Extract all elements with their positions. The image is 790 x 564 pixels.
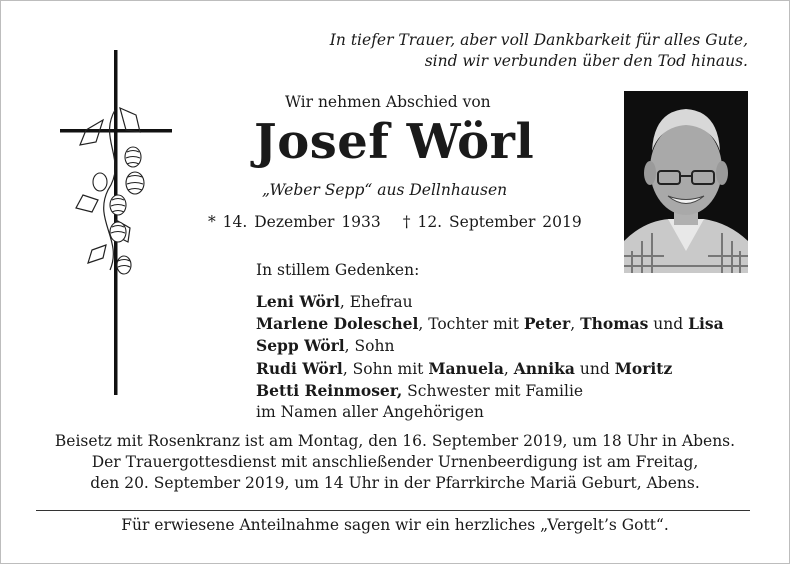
list-item: Leni Wörl, Ehefrau (256, 292, 413, 311)
divider (36, 510, 750, 511)
mourners-list (256, 291, 724, 423)
list-item: Marlene Doleschel, Tochter mit Peter, Thomas und Lisa (256, 314, 724, 334)
thanks-text: Für erwiesene Anteilnahme sagen wir ein herzliches „Vergelt’s Gott“. (121, 516, 669, 534)
funeral-info (0, 431, 790, 494)
funeral-line: Beisetz mit Rosenkranz ist am Montag, den 16. September 2019, um 18 Uhr in Abens. (54, 432, 736, 450)
funeral-line: Der Trauergottesdienst mit anschließender Urnenbeerdigung ist am Freitag, (91, 453, 699, 471)
cross-with-hops-icon (58, 50, 178, 395)
motto (228, 30, 748, 72)
motto-line: In tiefer Trauer, aber voll Dankbarkeit für alles Gute, (329, 31, 748, 49)
gedenken-heading: In stillem Gedenken: (256, 261, 420, 279)
portrait-photo (624, 91, 748, 273)
motto-line: sind wir verbunden über den Tod hinaus. (424, 52, 748, 70)
funeral-line: den 20. September 2019, um 14 Uhr in der Pfarrkirche Mariä Geburt, Abens. (90, 474, 700, 492)
birth-date: * 14. Dezember 1933 (208, 213, 381, 231)
list-item: Betti Reinmoser, Schwester mit Familie (256, 380, 584, 400)
list-item: im Namen aller Angehörigen (256, 403, 484, 422)
intro-text: Wir nehmen Abschied von (285, 93, 491, 111)
death-date: † 12. September 2019 (402, 213, 582, 231)
list-item: Rudi Wörl, Sohn mit Manuela, Annika und Moritz (256, 358, 673, 378)
nickname: „Weber Sepp“ aus Dellnhausen (262, 181, 508, 199)
list-item: Sepp Wörl, Sohn (256, 336, 395, 356)
deceased-name: Josef Wörl (254, 114, 535, 170)
life-dates (208, 213, 582, 231)
